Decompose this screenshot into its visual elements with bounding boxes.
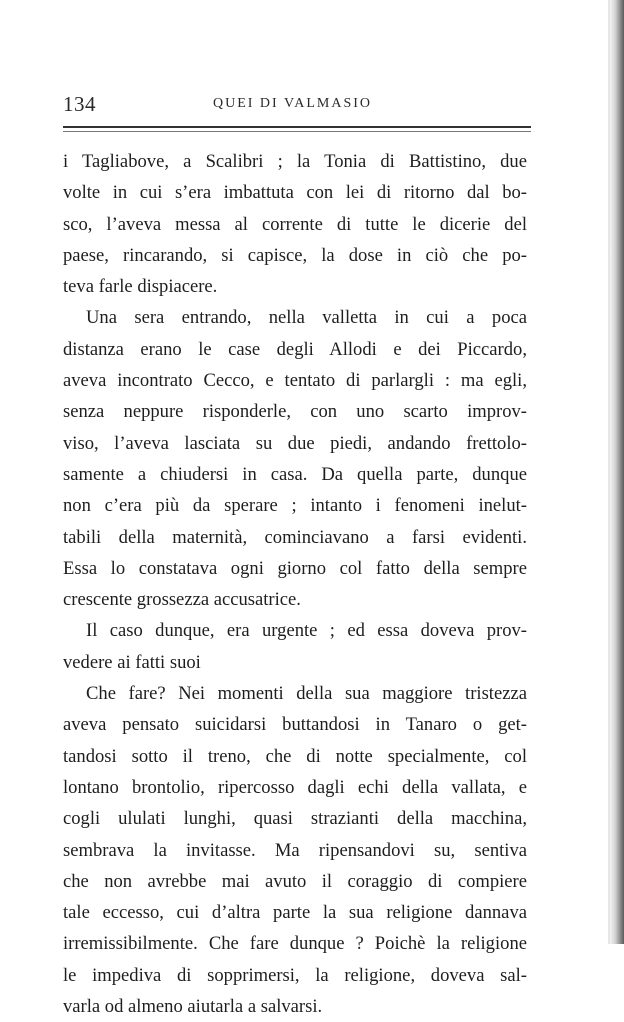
- text-line: Una sera entrando, nella valletta in cui a poca: [86, 307, 527, 329]
- text-line: i Tagliabove, a Scalibri ; la Tonia di Battistino, due: [63, 151, 527, 172]
- text-line: Essa lo constatava ogni giorno col fatto della sempre: [63, 557, 527, 579]
- text-line: samente a chiudersi in casa. Da quella parte, dunque: [63, 463, 527, 485]
- text-line: Che fare? Nei momenti della sua maggiore tristezza: [86, 683, 527, 705]
- text-line: irremissibilmente. Che fare dunque ? Poichè la religione: [63, 933, 527, 955]
- text-line: tandosi sotto il treno, che di notte specialmente, col: [63, 745, 527, 767]
- text-line: crescente grossezza accusatrice.: [63, 589, 301, 611]
- header-rule-thin: [63, 131, 531, 132]
- text-line: volte in cui s’era imbattuta con lei di ritorno dal bo-: [63, 182, 527, 204]
- text-line: Il caso dunque, era urgente ; ed essa doveva prov-: [86, 620, 527, 642]
- text-line: distanza erano le case degli Allodi e dei Piccardo,: [63, 338, 527, 360]
- text-line: lontano brontolio, ripercosso dagli echi della vallata, e: [63, 776, 527, 798]
- text-line: che non avrebbe mai avuto il coraggio di compiere: [63, 870, 527, 892]
- text-line: teva farle dispiacere.: [63, 276, 218, 298]
- page-number: 134: [63, 92, 96, 116]
- text-line: paese, rincarando, si capisce, la dose in ciò che po-: [63, 244, 527, 266]
- text-line: tabili della maternità, cominciavano a farsi evidenti.: [63, 526, 527, 548]
- text-line: tale eccesso, cui d’altra parte la sua religione dannava: [63, 902, 527, 924]
- text-line: senza neppure risponderle, con uno scarto improv-: [63, 401, 527, 423]
- text-line: non c’era più da sperare ; intanto i fenomeni inelut-: [63, 495, 527, 517]
- text-line: varla od almeno aiutarla a salvarsi.: [63, 996, 323, 1018]
- text-line: viso, l’aveva lasciata su due piedi, andando frettolo-: [63, 432, 527, 454]
- text-line: vedere ai fatti suoi: [63, 651, 201, 673]
- text-line: aveva pensato suicidarsi buttandosi in Tanaro o get-: [63, 714, 527, 736]
- running-title: QUEI DI VALMASIO: [213, 96, 373, 111]
- text-line: aveva incontrato Cecco, e tentato di parlargli : ma egli,: [63, 370, 527, 392]
- page-header: [63, 92, 531, 118]
- text-line: sco, l’aveva messa al corrente di tutte le dicerie del: [63, 213, 527, 235]
- text-line: le impediva di sopprimersi, la religione, doveva sal-: [63, 964, 527, 986]
- header-rule: [63, 126, 531, 128]
- page-edge: [610, 0, 624, 944]
- text-line: sembrava la invitasse. Ma ripensandovi su, sentiva: [63, 839, 527, 861]
- body-text: [63, 146, 527, 1022]
- text-line: cogli ululati lunghi, quasi strazianti della macchina,: [63, 808, 527, 830]
